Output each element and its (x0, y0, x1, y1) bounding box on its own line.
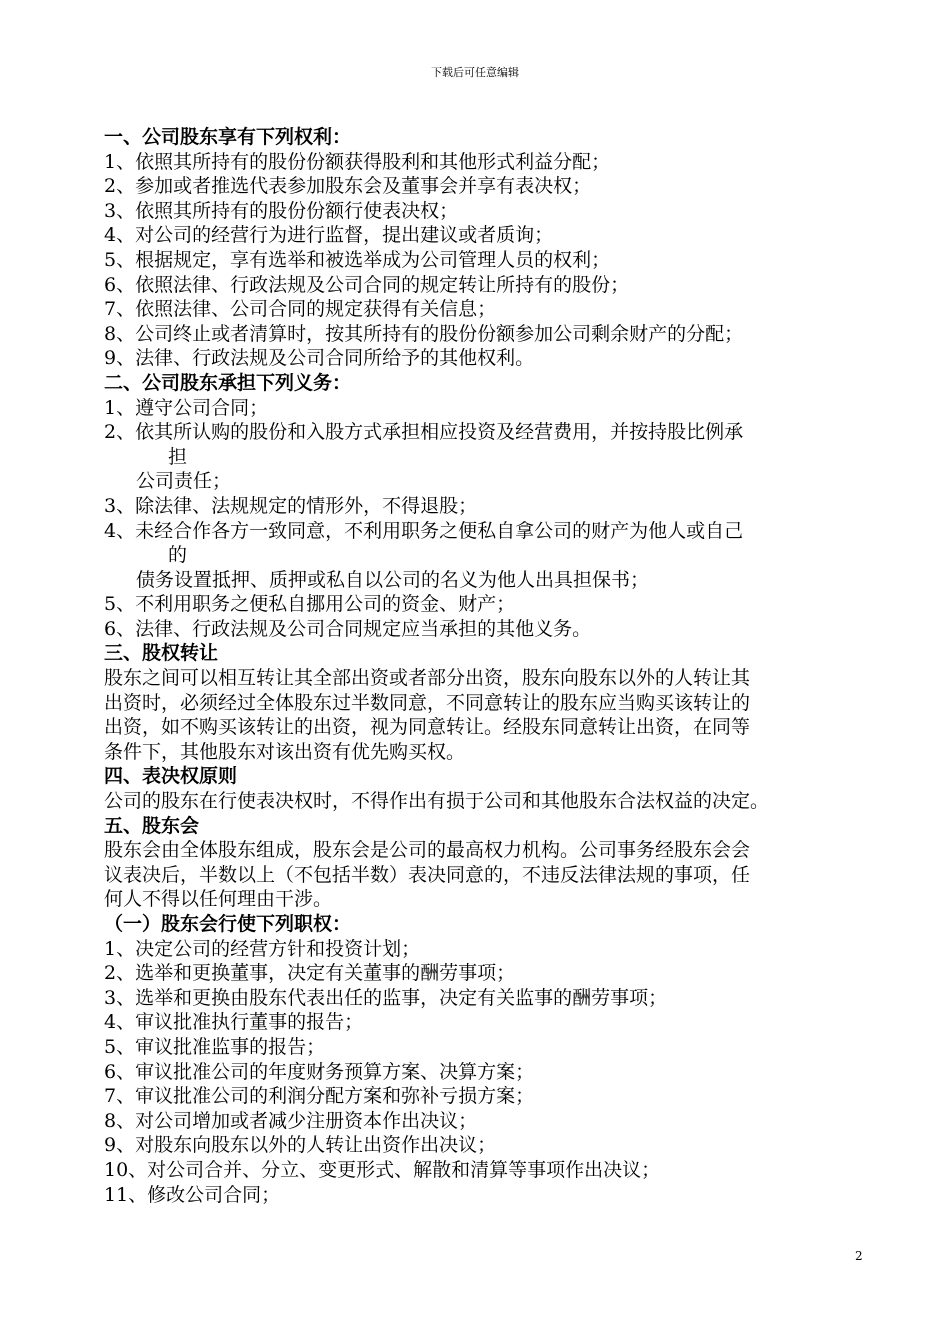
section-heading-rights: 一、公司股东享有下列权利： (104, 126, 352, 148)
list-item-wrap: 担 (168, 445, 188, 468)
section-heading-obligations: 二、公司股东承担下列义务： (104, 371, 352, 394)
list-item: 1、决定公司的经营方针和投资计划； (104, 937, 421, 960)
list-item: 8、公司终止或者清算时，按其所持有的股份份额参加公司剩余财产的分配； (104, 322, 744, 345)
list-item: 9、法律、行政法规及公司合同所给予的其他权利。 (104, 347, 535, 370)
paragraph-line: 出资时，必须经过全体股东过半数同意，不同意转让的股东应当购买该转让的 (104, 691, 751, 714)
list-item: 4、审议批准执行董事的报告； (104, 1011, 364, 1034)
list-item: 9、对股东向股东以外的人转让出资作出决议； (104, 1134, 497, 1157)
section-heading-voting-principle: 四、表决权原则 (104, 765, 238, 788)
paragraph-line: 出资，如不购买该转让的出资，视为同意转让。经股东同意转让出资，在同等 (104, 716, 751, 739)
list-item: 2、参加或者推选代表参加股东会及董事会并享有表决权； (104, 175, 592, 198)
page-number: 2 (855, 1249, 863, 1263)
section-heading-equity-transfer: 三、股权转让 (104, 642, 219, 665)
paragraph-line: 议表决后，半数以上（不包括半数）表决同意的，不违反法律法规的事项，任 (104, 863, 751, 886)
list-item: 7、依照法律、公司合同的规定获得有关信息； (104, 298, 497, 321)
list-item: 2、选举和更换董事，决定有关董事的酬劳事项； (104, 962, 516, 985)
list-item: 6、法律、行政法规及公司合同规定应当承担的其他义务。 (104, 617, 592, 640)
subsection-heading-powers: （一）股东会行使下列职权： (104, 913, 352, 935)
section-heading-shareholders-meeting: 五、股东会 (104, 814, 200, 837)
document-body (104, 125, 894, 1207)
list-item: 8、对公司增加或者减少注册资本作出决议； (104, 1109, 478, 1132)
list-item: 6、审议批准公司的年度财务预算方案、决算方案； (104, 1060, 535, 1083)
list-item: 4、对公司的经营行为进行监督，提出建议或者质询； (104, 224, 554, 247)
list-item: 3、选举和更换由股东代表出任的监事，决定有关监事的酬劳事项； (104, 986, 668, 1009)
list-item-continuation: 债务设置抵押、质押或私自以公司的名义为他人出具担保书； (136, 568, 650, 591)
list-item: 7、审议批准公司的利润分配方案和弥补亏损方案； (104, 1085, 535, 1108)
list-item: 1、依照其所持有的股份份额获得股利和其他形式利益分配； (104, 150, 611, 173)
list-item-continuation: 公司责任； (136, 470, 232, 493)
paragraph-line: 条件下，其他股东对该出资有优先购买权。 (104, 740, 466, 763)
paragraph-line: 股东会由全体股东组成，股东会是公司的最高权力机构。公司事务经股东会会 (104, 839, 751, 862)
list-item-wrap: 的 (168, 544, 188, 567)
list-item: 2、依其所认购的股份和入股方式承担相应投资及经营费用，并按持股比例承 (104, 421, 744, 444)
list-item: 10、对公司合并、分立、变更形式、解散和清算等事项作出决议； (104, 1158, 661, 1181)
list-item: 11、修改公司合同； (104, 1183, 281, 1206)
paragraph-line: 何人不得以任何理由干涉。 (104, 888, 333, 911)
list-item: 3、依照其所持有的股份份额行使表决权； (104, 199, 459, 222)
list-item: 3、除法律、法规规定的情形外，不得退股； (104, 494, 478, 517)
list-item: 5、不利用职务之便私自挪用公司的资金、财产； (104, 593, 516, 616)
paragraph-line: 公司的股东在行使表决权时，不得作出有损于公司和其他股东合法权益的决定。 (104, 790, 770, 813)
list-item: 5、根据规定，享有选举和被选举成为公司管理人员的权利； (104, 248, 611, 271)
paragraph-line: 股东之间可以相互转让其全部出资或者部分出资，股东向股东以外的人转让其 (104, 667, 751, 690)
page-header: 下载后可任意编辑 (431, 66, 519, 79)
list-item: 1、遵守公司合同； (104, 396, 269, 419)
list-item: 5、审议批准监事的报告； (104, 1035, 326, 1058)
list-item: 6、依照法律、行政法规及公司合同的规定转让所持有的股份； (104, 273, 630, 296)
list-item: 4、未经合作各方一致同意，不利用职务之便私自拿公司的财产为他人或自己 (104, 519, 744, 542)
